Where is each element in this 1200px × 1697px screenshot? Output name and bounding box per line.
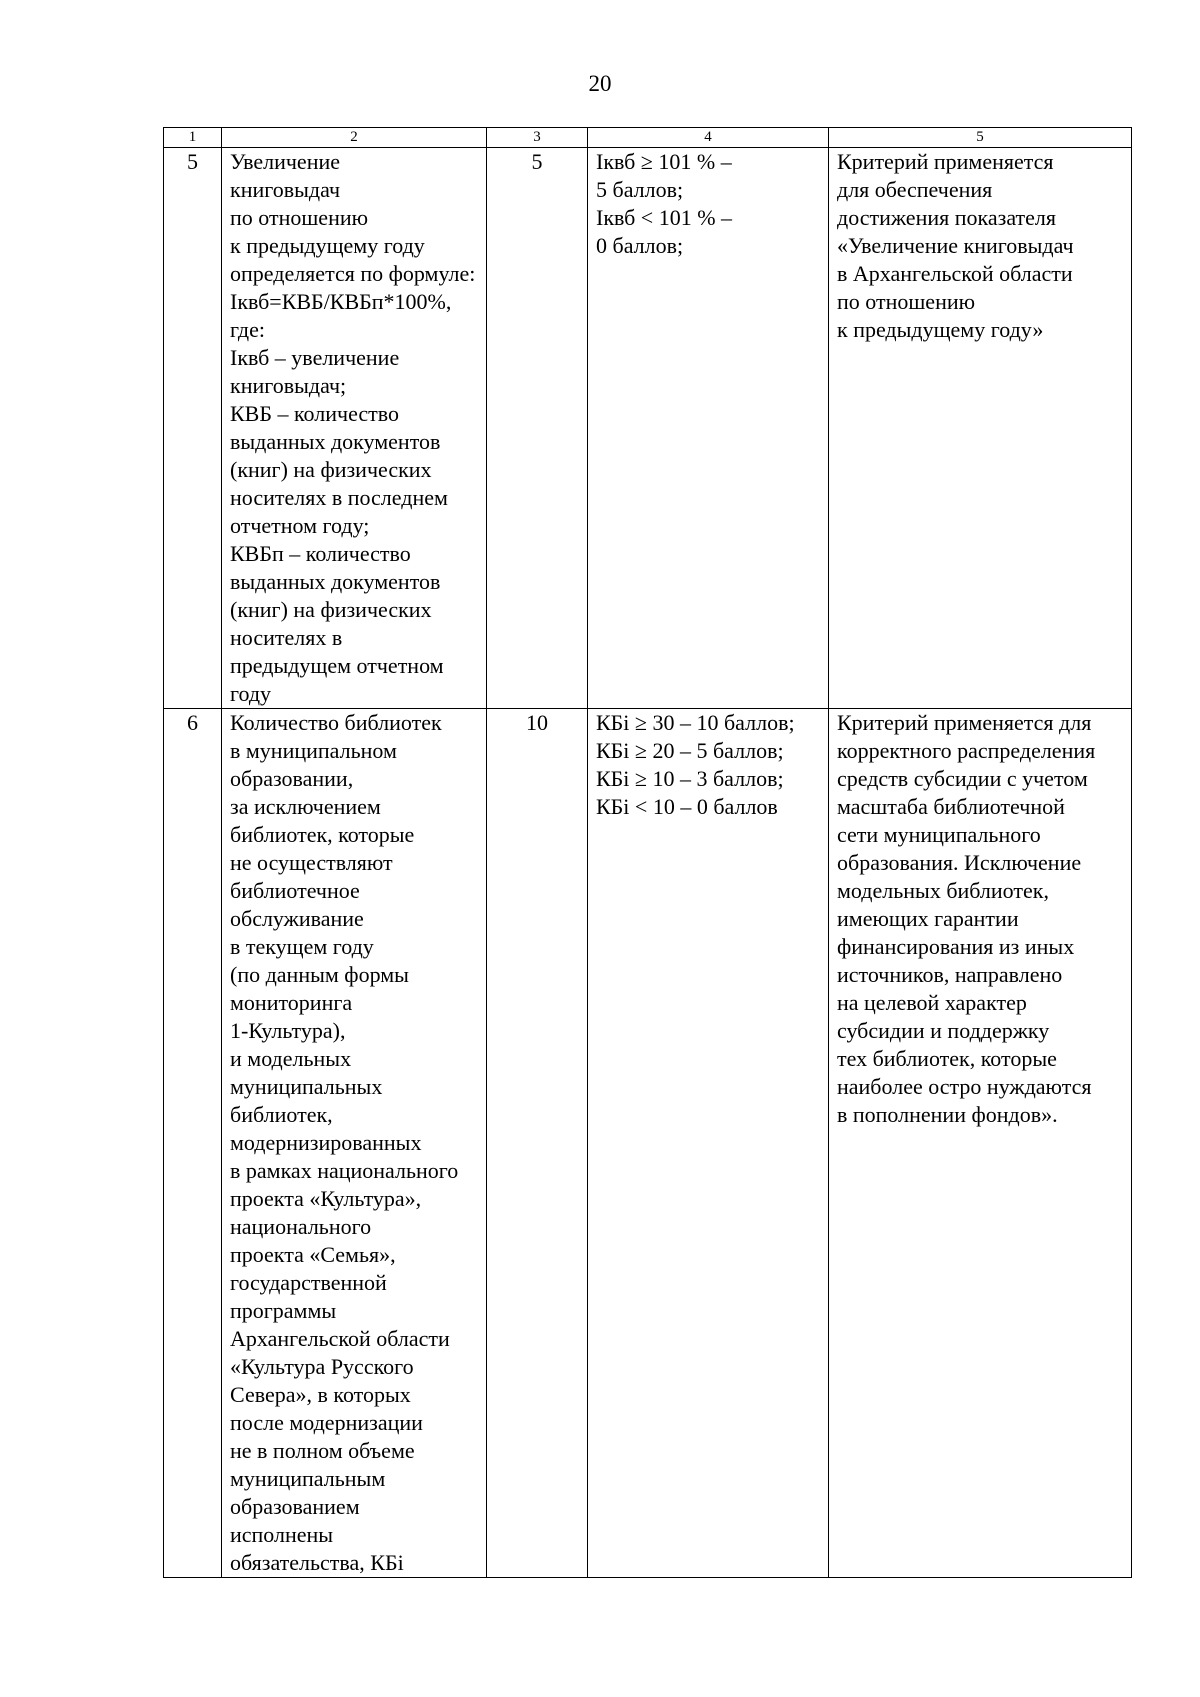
column-number-row xyxy=(164,128,1132,148)
column-number: 2 xyxy=(222,128,487,148)
weight-cell: 5 xyxy=(487,148,588,709)
note-cell: Критерий применяется для корректного распределения средств субсидии с учетом масштаба библиотечной сети муниципального образования. Исключение модельных библиотек, имеющих гарантии финансирования из иных источников, направлено на целевой характер субсидии и поддержку тех библиотек, которые наиболее остро нуждаются в пополнении фондов». xyxy=(829,709,1132,1578)
scoring-cell: Iквб ≥ 101 % – 5 баллов; Iквб < 101 % – 0 баллов; xyxy=(588,148,829,709)
column-number: 3 xyxy=(487,128,588,148)
table-row xyxy=(164,709,1132,1578)
criterion-cell: Количество библиотек в муниципальном образовании, за исключением библиотек, которые не осуществляют библиотечное обслуживание в текущем году (по данным формы мониторинга 1-Культура), и модельных муниципальных библиотек, модернизированных в рамках национального проекта «Культура», национального проекта «Семья», государственной программы Архангельской области «Культура Русского Севера», в которых после модернизации не в полном объеме муниципальным образованием исполнены обязательства, КБi xyxy=(222,709,487,1578)
row-number-cell: 5 xyxy=(164,148,222,709)
table-row xyxy=(164,148,1132,709)
column-number: 1 xyxy=(164,128,222,148)
criterion-cell: Увеличение книговыдач по отношению к предыдущему году определяется по формуле: Iквб=КВБ/КВБп*100%, где: Iквб – увеличение книговыдач; КВБ – количество выданных документов (книг) на физических носителях в последнем отчетном году; КВБп – количество выданных документов (книг) на физических носителях в предыдущем отчетном году xyxy=(222,148,487,709)
column-number: 5 xyxy=(829,128,1132,148)
page-number: 20 xyxy=(588,71,612,96)
weight-cell: 10 xyxy=(487,709,588,1578)
row-number-cell: 6 xyxy=(164,709,222,1578)
note-cell: Критерий применяется для обеспечения достижения показателя «Увеличение книговыдач в Архангельской области по отношению к предыдущему году» xyxy=(829,148,1132,709)
column-number: 4 xyxy=(588,128,829,148)
scoring-cell: КБi ≥ 30 – 10 баллов; КБi ≥ 20 – 5 баллов; КБi ≥ 10 – 3 баллов; КБi < 10 – 0 баллов xyxy=(588,709,829,1578)
criteria-table xyxy=(163,127,1132,1578)
